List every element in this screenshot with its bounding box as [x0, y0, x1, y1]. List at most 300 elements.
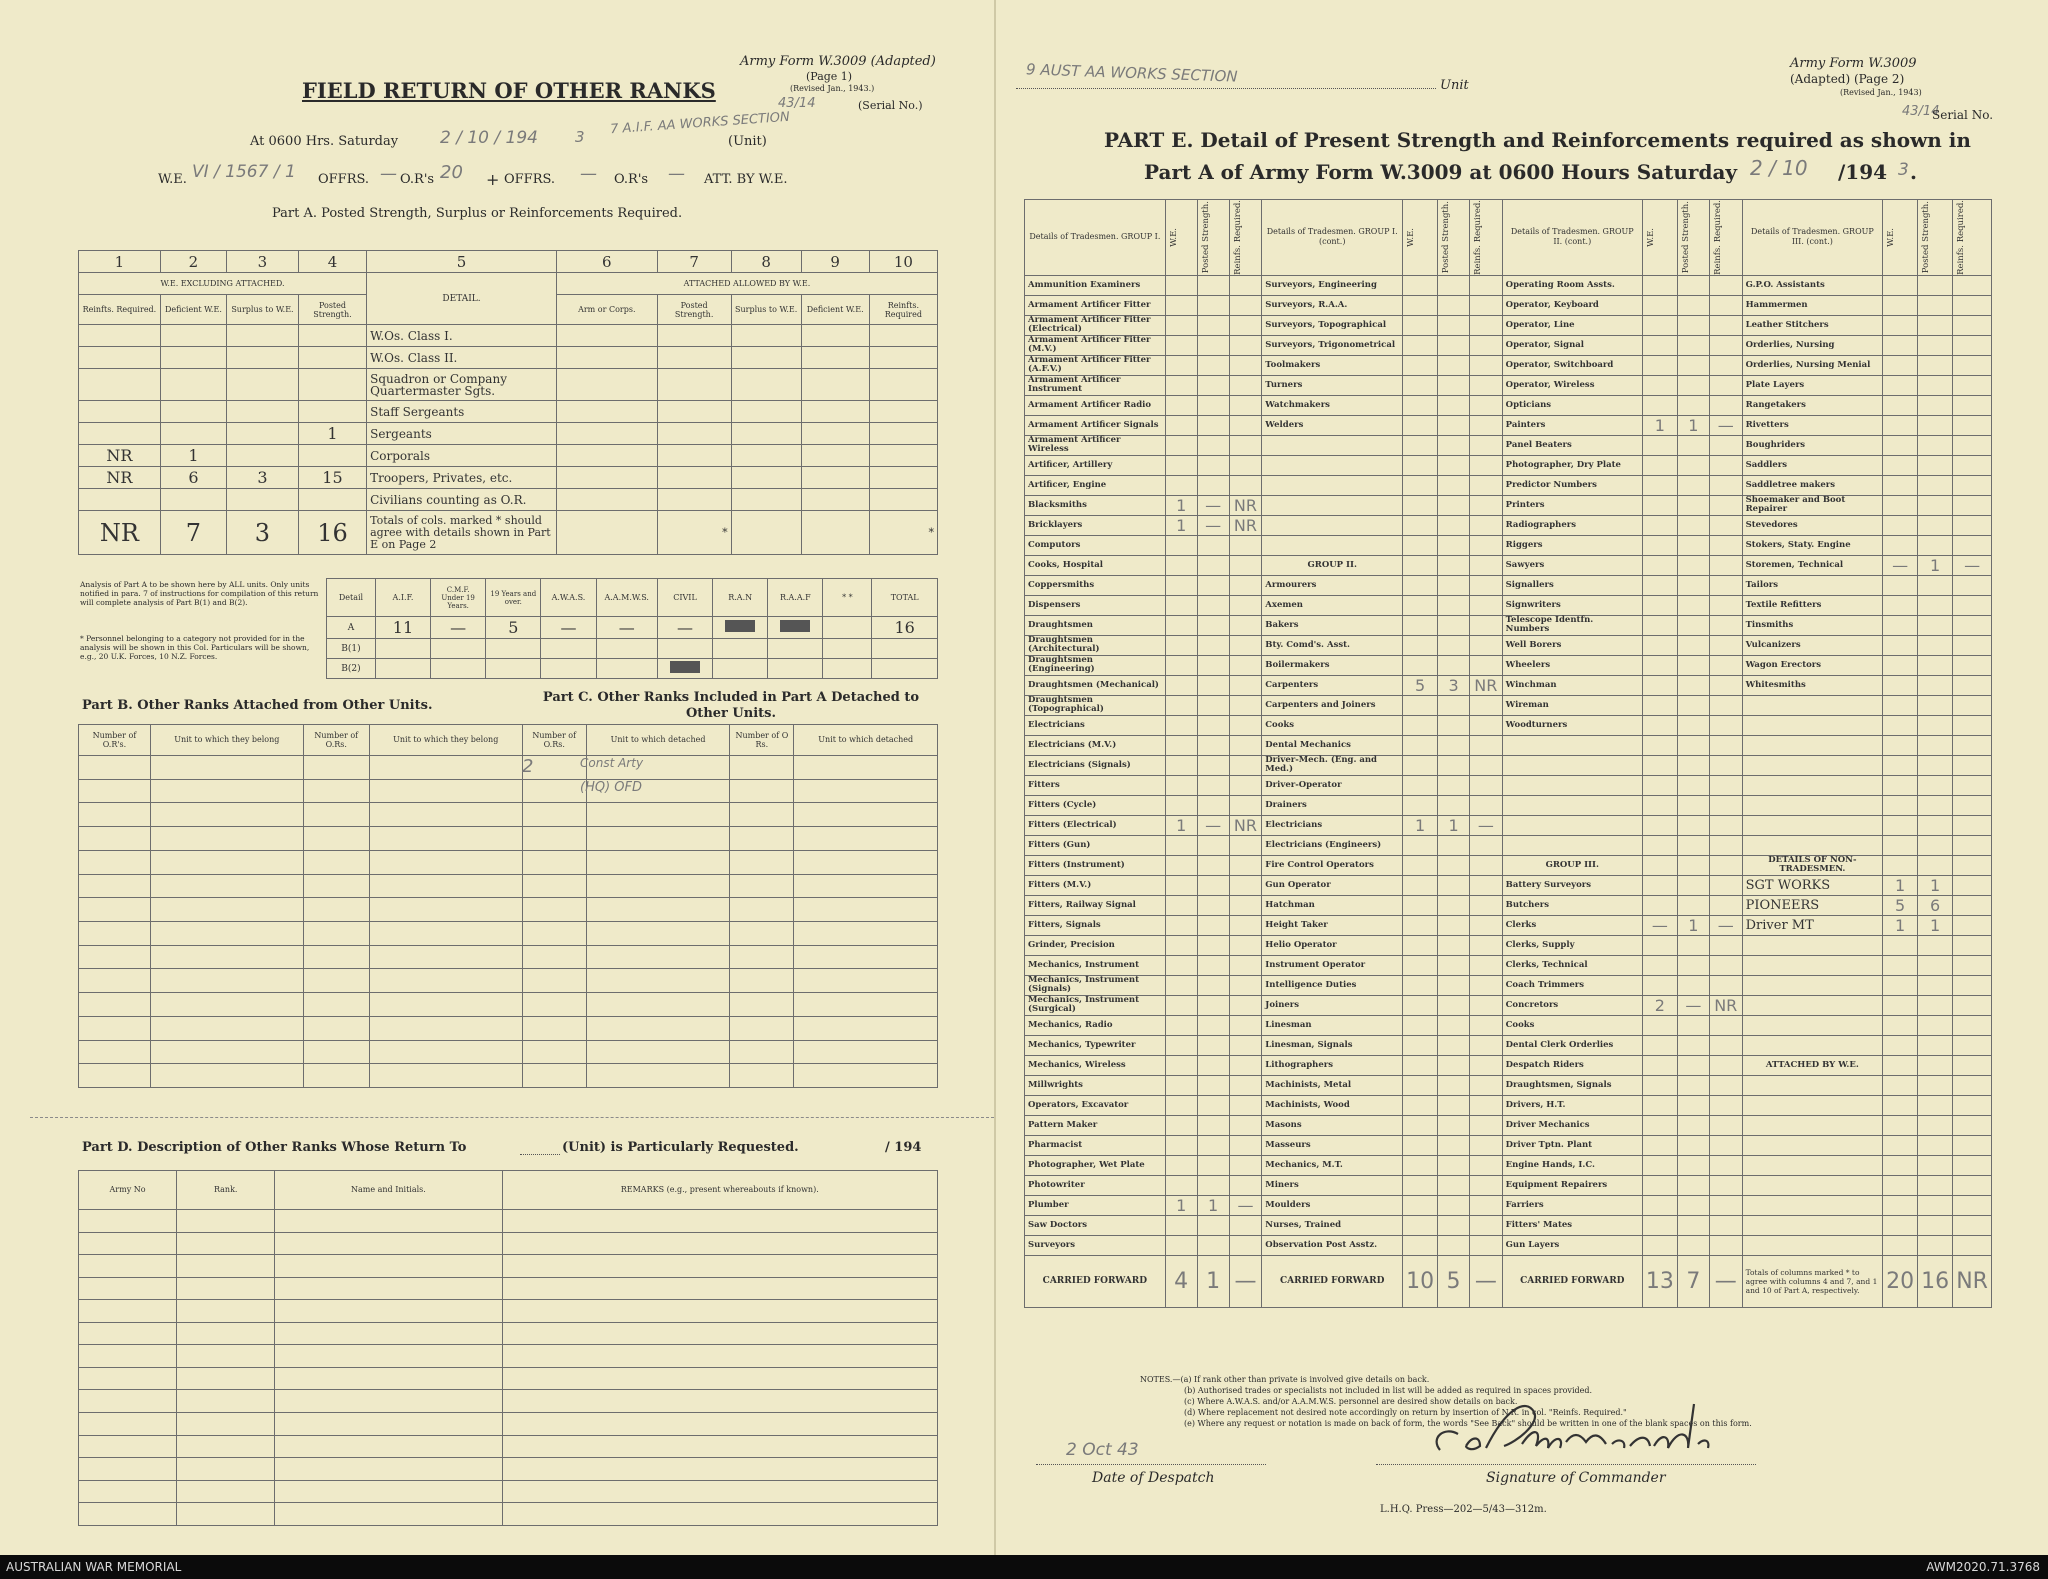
trade-value: [1953, 675, 1992, 695]
part-a-attached-cell: [731, 445, 801, 467]
trade-value: [1438, 955, 1470, 975]
part-d-table: [78, 1170, 938, 1526]
trade-label: Battery Surveyors: [1502, 875, 1642, 895]
part-bc-cell: [730, 779, 794, 803]
trade-value: [1677, 335, 1709, 355]
trade-value: [1953, 855, 1992, 875]
trade-value: [1165, 775, 1197, 795]
trade-label: [1742, 1195, 1883, 1215]
trade-value: [1438, 455, 1470, 475]
part-d-cell: [177, 1390, 275, 1413]
trade-value: [1918, 1035, 1953, 1055]
carried-forward-value: —: [1229, 1255, 1262, 1307]
part-e-row: [1025, 655, 1992, 675]
form-ref-line3: (Revised Jan., 1943): [1840, 88, 1922, 97]
trade-value: [1709, 815, 1742, 835]
trade-value: [1403, 1095, 1438, 1115]
trade-value: [1229, 435, 1262, 455]
trade-value: [1229, 1155, 1262, 1175]
part-d-cell: [177, 1345, 275, 1368]
part-d-row: [79, 1345, 938, 1368]
trade-value: [1953, 595, 1992, 615]
trade-value: [1642, 375, 1677, 395]
trade-value: [1918, 1115, 1953, 1135]
trade-label: Photographer, Dry Plate: [1502, 455, 1642, 475]
trade-label: Dispensers: [1025, 595, 1166, 615]
trade-value: 1: [1403, 815, 1438, 835]
trade-value: [1642, 775, 1677, 795]
part-e-row: [1025, 615, 1992, 635]
part-a-attached-cell: [801, 325, 869, 347]
trade-value: [1642, 515, 1677, 535]
trade-label: Plate Layers: [1742, 375, 1883, 395]
part-bc-cell: [150, 874, 303, 898]
carried-forward-value: —: [1469, 1255, 1502, 1307]
trade-value: [1918, 495, 1953, 515]
part-bc-cell: [369, 1016, 522, 1040]
part-d-cell: [275, 1255, 502, 1278]
trade-value: [1953, 895, 1992, 915]
trade-value: 3: [1438, 675, 1470, 695]
trade-value: [1438, 355, 1470, 375]
part-d-row: [79, 1390, 938, 1413]
trade-value: [1229, 775, 1262, 795]
part-bc-cell: [150, 803, 303, 827]
trade-label: Textile Refitters: [1742, 595, 1883, 615]
trade-value: [1883, 1035, 1918, 1055]
part-a-attached-cell: [556, 467, 657, 489]
trade-value: [1403, 575, 1438, 595]
trade-value: [1677, 775, 1709, 795]
part-d-cell: [177, 1503, 275, 1526]
trade-value: [1469, 375, 1502, 395]
trade-value: [1469, 855, 1502, 875]
trade-value: [1918, 575, 1953, 595]
trade-value: [1883, 275, 1918, 295]
part-e-row: [1025, 795, 1992, 815]
part-bc-cell: [730, 969, 794, 993]
trade-value: [1677, 1155, 1709, 1175]
col-num: 1: [79, 251, 161, 273]
carried-forward-value: NR: [1953, 1255, 1992, 1307]
trade-value: [1469, 595, 1502, 615]
part-a-cell-c1: [79, 325, 161, 347]
part-a-cell-c4: 16: [298, 511, 366, 555]
trade-label: Artificer, Artillery: [1025, 455, 1166, 475]
part-e-row: [1025, 815, 1992, 835]
group-subheader-cell: [1403, 200, 1438, 276]
trade-value: [1438, 595, 1470, 615]
left-page: [0, 0, 994, 1555]
trade-value: [1469, 1075, 1502, 1095]
trade-value: [1229, 755, 1262, 775]
part-d-cell: [79, 1367, 177, 1390]
trade-label: Axemen: [1262, 595, 1403, 615]
trade-value: [1883, 415, 1918, 435]
group-subheader-cell: [1953, 200, 1992, 276]
trade-value: [1165, 475, 1197, 495]
trade-value: [1229, 1115, 1262, 1135]
trade-value: [1165, 1075, 1197, 1095]
trade-label: [1742, 1115, 1883, 1135]
trade-value: [1883, 1095, 1918, 1115]
trade-label: Observation Post Asstz.: [1262, 1235, 1403, 1255]
trade-value: [1642, 1115, 1677, 1135]
part-bc-cell: [794, 969, 938, 993]
trade-value: [1469, 835, 1502, 855]
trade-value: [1197, 955, 1229, 975]
group-subheader-cell: [1642, 200, 1677, 276]
trade-value: 1: [1197, 1195, 1229, 1215]
trade-label: Helio Operator: [1262, 935, 1403, 955]
trade-label: [1262, 535, 1403, 555]
trade-value: [1197, 435, 1229, 455]
part-d-cell: [275, 1458, 502, 1481]
trade-value: [1438, 575, 1470, 595]
analysis-row-label: A: [327, 617, 376, 639]
trade-value: [1918, 995, 1953, 1015]
trade-value: [1918, 295, 1953, 315]
part-bc-cell: [522, 1064, 586, 1088]
trade-value: —: [1709, 415, 1742, 435]
trade-value: [1677, 495, 1709, 515]
trade-value: [1403, 1035, 1438, 1055]
trade-label: Armament Artificer Wireless: [1025, 435, 1166, 455]
part-d-row: [79, 1435, 938, 1458]
part-a-cell-c2: [160, 401, 226, 423]
trade-value: [1642, 835, 1677, 855]
trade-value: [1403, 335, 1438, 355]
trade-value: [1709, 1095, 1742, 1115]
trade-value: [1883, 435, 1918, 455]
trade-label: Operator, Line: [1502, 315, 1642, 335]
part-bc-cell: [586, 945, 730, 969]
part-d-row: [79, 1480, 938, 1503]
trade-label: Turners: [1262, 375, 1403, 395]
part-a-attached-cell: [657, 401, 731, 423]
trade-value: [1229, 395, 1262, 415]
trade-value: [1953, 355, 1992, 375]
part-bc-row: [79, 945, 938, 969]
part-e-row: [1025, 635, 1992, 655]
part-a-attached-cell: [556, 489, 657, 511]
part-a-row: [79, 511, 938, 555]
part-d-cell: [502, 1232, 938, 1255]
part-c-h4: Unit to which detached: [794, 725, 938, 756]
trade-value: [1197, 855, 1229, 875]
part-d-cell: [502, 1300, 938, 1323]
trade-value: [1403, 555, 1438, 575]
title-period: .: [1910, 160, 1917, 184]
part-a-title: Part A. Posted Strength, Surplus or Reinforcements Required.: [272, 206, 683, 221]
trade-label: Carpenters and Joiners: [1262, 695, 1403, 715]
part-bc-cell: [79, 921, 151, 945]
part-a-cell-c4: [298, 445, 366, 467]
part-d-cell: [177, 1367, 275, 1390]
analysis-row-label: B(2): [327, 659, 376, 679]
trade-value: [1883, 535, 1918, 555]
trade-value: [1642, 1095, 1677, 1115]
part-d-row: [79, 1209, 938, 1232]
trade-value: 5: [1883, 895, 1918, 915]
part-bc-cell: [730, 755, 794, 779]
trade-label: Cooks: [1502, 1015, 1642, 1035]
trade-value: [1229, 935, 1262, 955]
trade-value: [1165, 635, 1197, 655]
trade-value: [1883, 955, 1918, 975]
trade-value: [1918, 955, 1953, 975]
trade-value: [1677, 515, 1709, 535]
trade-value: [1438, 515, 1470, 535]
attached-allowed-header: ATTACHED ALLOWED BY W.E.: [556, 273, 937, 295]
trade-label: Armament Artificer Fitter (A.F.V.): [1025, 355, 1166, 375]
trade-value: —: [1469, 815, 1502, 835]
part-bc-cell: [150, 779, 303, 803]
trade-value: [1709, 295, 1742, 315]
part-bc-cell: [79, 969, 151, 993]
trade-value: [1229, 995, 1262, 1015]
trade-value: 1: [1677, 415, 1709, 435]
trade-value: [1197, 1075, 1229, 1095]
trade-label: Electricians (Engineers): [1262, 835, 1403, 855]
part-bc-cell: [794, 921, 938, 945]
trade-label: Clerks, Supply: [1502, 935, 1642, 955]
trade-label: [1742, 1015, 1883, 1035]
trade-value: [1229, 635, 1262, 655]
col-num: 3: [227, 251, 299, 273]
trade-value: [1165, 1175, 1197, 1195]
trade-value: [1229, 375, 1262, 395]
trade-label: Driver MT: [1742, 915, 1883, 935]
trade-value: [1677, 895, 1709, 915]
trade-value: [1642, 335, 1677, 355]
ran-shaded-box: [725, 620, 755, 632]
trade-value: [1642, 1155, 1677, 1175]
trade-value: [1469, 1095, 1502, 1115]
trade-value: [1403, 275, 1438, 295]
trade-value: NR: [1709, 995, 1742, 1015]
trade-value: [1709, 475, 1742, 495]
trade-label: Electricians (M.V.): [1025, 735, 1166, 755]
part-e-row: [1025, 455, 1992, 475]
part-d-cell: [502, 1480, 938, 1503]
trade-value: [1642, 1175, 1677, 1195]
trade-value: [1438, 295, 1470, 315]
at-line-prefix: At 0600 Hrs. Saturday: [250, 134, 399, 149]
trade-value: [1918, 275, 1953, 295]
analysis-header-civil: CIVIL: [657, 579, 712, 617]
col-header: Surplus to W.E.: [731, 295, 801, 325]
trade-value: [1677, 295, 1709, 315]
trade-label: [1262, 515, 1403, 535]
trade-value: [1165, 335, 1197, 355]
part-bc-row: [79, 779, 938, 803]
trade-value: [1918, 1055, 1953, 1075]
commander-signature: [1426, 1386, 1746, 1476]
trade-value: [1197, 615, 1229, 635]
trade-value: [1677, 595, 1709, 615]
part-bc-cell: [150, 945, 303, 969]
we-hw: VI / 1567 / 1: [192, 162, 296, 182]
trade-value: [1953, 875, 1992, 895]
part-d-cell: [275, 1413, 502, 1436]
trade-value: [1469, 455, 1502, 475]
part-bc-cell: [79, 827, 151, 851]
trade-value: [1403, 435, 1438, 455]
part-a-attached-cell: [869, 467, 937, 489]
trade-value: [1642, 755, 1677, 775]
part-e-row: [1025, 895, 1992, 915]
trade-value: [1918, 1195, 1953, 1215]
trade-label: Miners: [1262, 1175, 1403, 1195]
trade-value: [1438, 335, 1470, 355]
trade-value: [1469, 295, 1502, 315]
part-c-entry-unit2: (HQ) OFD: [580, 780, 643, 795]
trade-value: [1953, 515, 1992, 535]
part-d-cell: [79, 1435, 177, 1458]
part-bc-cell: [303, 993, 369, 1017]
trade-value: [1229, 795, 1262, 815]
trade-value: [1918, 1075, 1953, 1095]
part-bc-cell: [522, 993, 586, 1017]
trade-value: [1918, 775, 1953, 795]
trade-value: [1953, 1235, 1992, 1255]
trade-label: Clerks: [1502, 915, 1642, 935]
trade-value: [1403, 1115, 1438, 1135]
trade-value: [1883, 655, 1918, 675]
trade-label: Shoemaker and Boot Repairer: [1742, 495, 1883, 515]
part-e-row: [1025, 435, 1992, 455]
part-d-cell: [275, 1435, 502, 1458]
trade-value: [1709, 335, 1742, 355]
part-a-cell-c2: 1: [160, 445, 226, 467]
form-ref-line3: (Revised Jan., 1943.): [790, 84, 875, 93]
part-e-row: [1025, 1035, 1992, 1055]
trade-value: [1165, 1055, 1197, 1075]
part-e-row: [1025, 675, 1992, 695]
trade-value: [1403, 515, 1438, 535]
part-bc-cell: [150, 1040, 303, 1064]
part-bc-cell: [79, 898, 151, 922]
part-a-cell-c1: [79, 401, 161, 423]
part-a-attached-cell: [869, 347, 937, 369]
trade-value: [1642, 455, 1677, 475]
trade-value: [1677, 555, 1709, 575]
trade-label: Fitters (Cycle): [1025, 795, 1166, 815]
part-a-attached-cell: [657, 489, 731, 511]
trade-value: [1953, 435, 1992, 455]
trade-value: [1642, 955, 1677, 975]
trade-value: [1883, 935, 1918, 955]
trade-value: [1165, 715, 1197, 735]
part-bc-cell: [586, 874, 730, 898]
trade-value: [1883, 635, 1918, 655]
trade-value: [1197, 835, 1229, 855]
part-bc-cell: [522, 827, 586, 851]
trade-label: Concretors: [1502, 995, 1642, 1015]
trade-value: [1677, 795, 1709, 815]
trade-label: Computors: [1025, 535, 1166, 555]
part-bc-row: [79, 874, 938, 898]
trade-label: [1502, 815, 1642, 835]
trade-value: [1883, 295, 1918, 315]
trade-value: 1: [1642, 415, 1677, 435]
analysis-header-detail: Detail: [327, 579, 376, 617]
trade-label: Wagon Erectors: [1742, 655, 1883, 675]
trade-value: [1229, 1095, 1262, 1115]
trade-value: [1677, 355, 1709, 375]
carried-forward-label: CARRIED FORWARD: [1262, 1255, 1403, 1307]
trade-value: [1883, 495, 1918, 515]
analysis-header-aif: A.I.F.: [375, 579, 430, 617]
trade-value: [1918, 835, 1953, 855]
trade-value: [1165, 355, 1197, 375]
trade-value: [1438, 1215, 1470, 1235]
trade-value: [1403, 615, 1438, 635]
part-bc-cell: [522, 898, 586, 922]
footer-right: AWM2020.71.3768: [1926, 1560, 2040, 1574]
trade-value: [1438, 435, 1470, 455]
trade-label: DETAILS OF NON-TRADESMEN.: [1742, 855, 1883, 875]
trade-value: [1197, 875, 1229, 895]
trade-value: 1: [1918, 915, 1953, 935]
trade-value: [1165, 675, 1197, 695]
trade-value: [1197, 1175, 1229, 1195]
trade-label: PIONEERS: [1742, 895, 1883, 915]
trade-value: [1953, 335, 1992, 355]
part-a-attached-cell: [556, 369, 657, 401]
part-bc-cell: [794, 898, 938, 922]
trade-value: [1403, 1195, 1438, 1215]
trade-value: [1709, 615, 1742, 635]
trade-value: [1165, 575, 1197, 595]
part-a-cell-c1: [79, 369, 161, 401]
trade-value: [1642, 435, 1677, 455]
analysis-total: 16: [872, 617, 938, 639]
trade-value: [1438, 1075, 1470, 1095]
trade-value: [1918, 755, 1953, 775]
trade-value: [1469, 1155, 1502, 1175]
note-line: NOTES.—(a) If rank other than private is involved give details on back.: [1140, 1375, 1430, 1384]
part-d-cell: [275, 1390, 502, 1413]
trade-value: [1642, 1035, 1677, 1055]
part-bc-cell: [522, 874, 586, 898]
part-a-attached-cell: [801, 489, 869, 511]
part-bc-cell: [369, 755, 522, 779]
part-bc-row: [79, 969, 938, 993]
part-d-row: [79, 1255, 938, 1278]
col-num: 9: [801, 251, 869, 273]
trade-label: Instrument Operator: [1262, 955, 1403, 975]
trade-label: [1742, 755, 1883, 775]
trade-value: [1229, 855, 1262, 875]
trade-value: [1883, 855, 1918, 875]
trade-label: Toolmakers: [1262, 355, 1403, 375]
trade-value: [1403, 935, 1438, 955]
trade-value: [1165, 655, 1197, 675]
trade-label: Drainers: [1262, 795, 1403, 815]
trade-label: Operator, Signal: [1502, 335, 1642, 355]
trade-value: [1469, 795, 1502, 815]
trade-value: [1197, 1015, 1229, 1035]
trade-value: [1953, 495, 1992, 515]
trade-label: Height Taker: [1262, 915, 1403, 935]
trade-value: [1469, 535, 1502, 555]
trade-value: [1918, 515, 1953, 535]
part-c-entry-num: 2: [522, 756, 534, 777]
part-e-row: [1025, 855, 1992, 875]
trade-value: [1165, 435, 1197, 455]
